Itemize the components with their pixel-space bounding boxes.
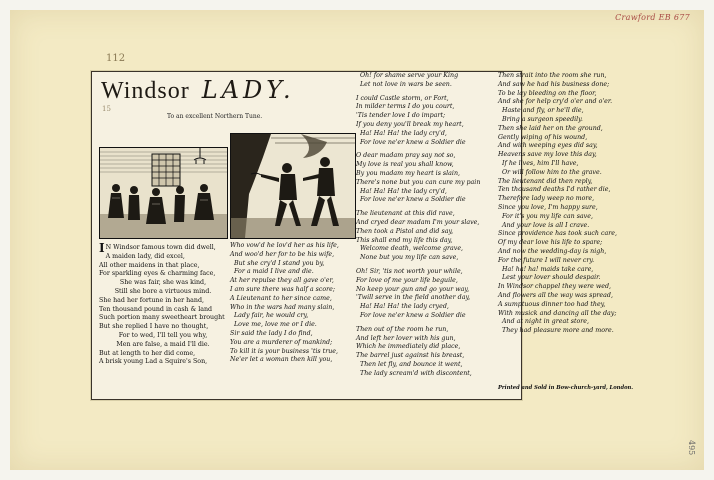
verse-line: For love of me your life beguile, bbox=[356, 276, 458, 284]
verse-line: And cryed dear madam I'm your slave, bbox=[356, 218, 480, 226]
verse-line: A sumptuous dinner too had they, bbox=[498, 300, 606, 308]
verse-line: The lady scream'd with discontent, bbox=[360, 369, 472, 377]
verse-line: Then she laid her on the ground, bbox=[498, 124, 603, 132]
verse-line: You are a murderer of mankind; bbox=[230, 338, 333, 346]
tune-line: To an excellent Northern Tune. bbox=[167, 113, 263, 120]
verse-line: Welcome death, welcome grave, bbox=[360, 245, 464, 253]
verse-line: For love ne'er knew a Soldier die bbox=[360, 311, 466, 319]
verse-line: Since you love, I'm happy sure, bbox=[498, 203, 598, 211]
verse-line: My love is real you shall know, bbox=[356, 161, 454, 169]
verse-line: Therefore lady weep no more, bbox=[498, 195, 595, 203]
pencil-number: 112 bbox=[106, 53, 126, 64]
ballad-column-3 bbox=[356, 72, 484, 379]
title-word-windsor: Windsor bbox=[101, 78, 190, 104]
verse-line: Then strait into the room she run, bbox=[498, 72, 607, 79]
ballad-sheet bbox=[91, 71, 634, 400]
verse-line: If he lives, him I'll have, bbox=[502, 159, 579, 167]
verse-line: For love ne'er knew a Soldier die bbox=[360, 138, 466, 146]
verse-line: And with weeping eyes did say, bbox=[498, 142, 598, 150]
verse-line: I could Castle storm, or Fort, bbox=[356, 94, 449, 102]
verse-line: Ha! Ha! Ha! the lady cry'd, bbox=[360, 129, 447, 137]
verse-line: Ne'er let a woman then kill you, bbox=[230, 356, 333, 364]
verse-line: Lest your lover should despair. bbox=[502, 274, 601, 282]
verse-line: By you madam my heart is slain, bbox=[356, 169, 461, 177]
margin-page-number: 495 bbox=[686, 440, 696, 456]
verse-line: Haste and fly, or he'll die, bbox=[502, 107, 584, 115]
verse-line: For to wed, I'll tell you why, bbox=[118, 331, 208, 339]
verse-line: For it's you my life can save, bbox=[502, 212, 593, 220]
ballad-column-2 bbox=[230, 242, 358, 365]
title-word-lady: LADY. bbox=[201, 76, 295, 104]
verse-line: Ha! Ha! Ha! the lady cryed, bbox=[360, 303, 449, 311]
verse-line: If you deny you'll break my heart, bbox=[356, 120, 464, 128]
verse-line: There's none but you can cure my pain bbox=[356, 178, 481, 186]
verse-line: The lieutenant did then reply, bbox=[498, 177, 593, 185]
verse-line: Sir said the lady I do find, bbox=[230, 329, 313, 337]
verse-line: With musick and dancing all the day; bbox=[498, 309, 617, 317]
verse-line: I am sure there was half a score; bbox=[230, 285, 335, 293]
verse-line: Then let fly, and bounce it went, bbox=[360, 360, 463, 368]
verse-line: Men are false, a maid I'll die. bbox=[116, 340, 210, 348]
woodcut-duel-scene bbox=[230, 133, 356, 239]
verse-line: Heavens save my love this day, bbox=[498, 151, 597, 159]
verse-line: Ha! Ha! Ha! the lady cry'd, bbox=[360, 187, 447, 195]
verse-line: But she cry'd I stand you by, bbox=[234, 259, 325, 267]
verse-line: But she replied I have no thought, bbox=[99, 323, 209, 331]
ballad-column-1 bbox=[99, 241, 227, 367]
verse-line: A maiden lady, did excel, bbox=[105, 252, 185, 260]
verse-line: I N Windsor famous town did dwell, bbox=[99, 241, 216, 255]
verse-line: And at night in great store, bbox=[502, 318, 590, 326]
verse-line: Gently wiping of his wound, bbox=[498, 133, 588, 141]
verse-line: To kill it is your business 'tis true, bbox=[230, 347, 338, 355]
verse-line: Love me, love me or I die. bbox=[234, 321, 317, 329]
verse-line: Since providence has took such care, bbox=[498, 230, 617, 238]
verse-line: They had pleasure more and more. bbox=[502, 327, 614, 335]
imprint-line: Printed and Sold in Bow-church-yard, London. bbox=[498, 385, 634, 391]
verse-line: For the future I will never cry. bbox=[498, 256, 595, 264]
verse-line: And left her lover with his gun, bbox=[356, 334, 456, 342]
ballad-title bbox=[101, 76, 295, 105]
verse-line: A brisk young Lad a Squire's Son, bbox=[99, 358, 208, 366]
verse-line: To be lay bleeding on the floor, bbox=[498, 89, 597, 97]
verse-line: A Lieutenant to her since came, bbox=[230, 294, 332, 302]
verse-line: Such portion many sweetheart brought bbox=[99, 314, 225, 322]
verse-line: Then out of the room he run, bbox=[356, 325, 449, 333]
verse-line: Lady fair, he would cry, bbox=[234, 312, 309, 320]
verse-line: And woo'd her for to be his wife, bbox=[230, 250, 335, 258]
verse-line: Ten thousand pound in cash & land bbox=[99, 305, 213, 313]
verse-line: All other maidens in that place, bbox=[99, 261, 200, 269]
verse-line: Or will follow him to the grave. bbox=[502, 168, 602, 176]
verse-line: Then took a Pistol and did say, bbox=[356, 227, 454, 235]
verse-line: And she for help cry'd o'er and o'er. bbox=[498, 98, 613, 106]
verse-line: Of my dear love his life to spare; bbox=[498, 239, 603, 247]
verse-line: This shall end my life this day, bbox=[356, 236, 453, 244]
verse-line: And now the wedding-day is nigh, bbox=[498, 247, 607, 255]
verse-line: Oh! Sir, 'tis not worth your while, bbox=[356, 267, 463, 275]
verse-line: The barrel just against his breast, bbox=[356, 352, 465, 360]
drop-cap: I bbox=[99, 241, 105, 255]
verse-line: She had her fortune in her hand, bbox=[99, 296, 204, 304]
verse-line: Let not love in wars be seen. bbox=[360, 80, 452, 88]
verse-line: Oh! for shame serve your King bbox=[360, 72, 459, 79]
verse-line: For love ne'er knew a Soldier die bbox=[360, 196, 466, 204]
verse-line: And your love is all I crave. bbox=[502, 221, 590, 229]
verse-line: No keep your gun and go your way, bbox=[356, 285, 470, 293]
verse-line: She was fair, she was kind, bbox=[119, 279, 207, 287]
verse-line: Who vow'd he lov'd her as his life, bbox=[230, 242, 339, 249]
verse-line: 'Twill serve in the field another day, bbox=[356, 294, 471, 302]
verse-line: In Windsor chappel they were wed, bbox=[498, 283, 612, 291]
verse-line: Still she bore a virtuous mind. bbox=[114, 287, 212, 295]
verse-line: For sparkling eyes & charming face, bbox=[99, 270, 216, 278]
verse-line: 'Tis tender love I do impart; bbox=[356, 112, 446, 120]
verse-line: None but you my life can save, bbox=[360, 254, 459, 262]
verse-line: Ten thousand deaths I'd rather die, bbox=[498, 186, 611, 194]
verse-line: Ha! ha! ha! maids take care, bbox=[502, 265, 594, 273]
verse-line: O dear madam pray say not so, bbox=[356, 152, 456, 160]
verse-line: At her repulse they all gave o'er, bbox=[230, 277, 334, 285]
verse-line: And flowers all the way was spread, bbox=[498, 291, 613, 299]
verse-line: For a maid I live and die. bbox=[234, 268, 314, 276]
verse-line: Bring a surgeon speedily. bbox=[502, 115, 583, 123]
ballad-column-4 bbox=[498, 72, 620, 336]
verse-line: In milder terms I do you court, bbox=[356, 103, 455, 111]
verse-line: The lieutenant at this did rave, bbox=[356, 210, 455, 218]
verse-line: And saw he had his business done; bbox=[498, 80, 610, 88]
woodcut-gathering-scene bbox=[99, 147, 228, 239]
verse-line: Who in the wars had many slain, bbox=[230, 303, 335, 311]
verse-line: Which he immediately did place, bbox=[356, 343, 461, 351]
verse-line: But at length to her did come, bbox=[99, 349, 196, 357]
pencil-mark: 15 bbox=[102, 105, 111, 113]
shelfmark-annotation: Crawford EB 677 bbox=[615, 13, 690, 22]
